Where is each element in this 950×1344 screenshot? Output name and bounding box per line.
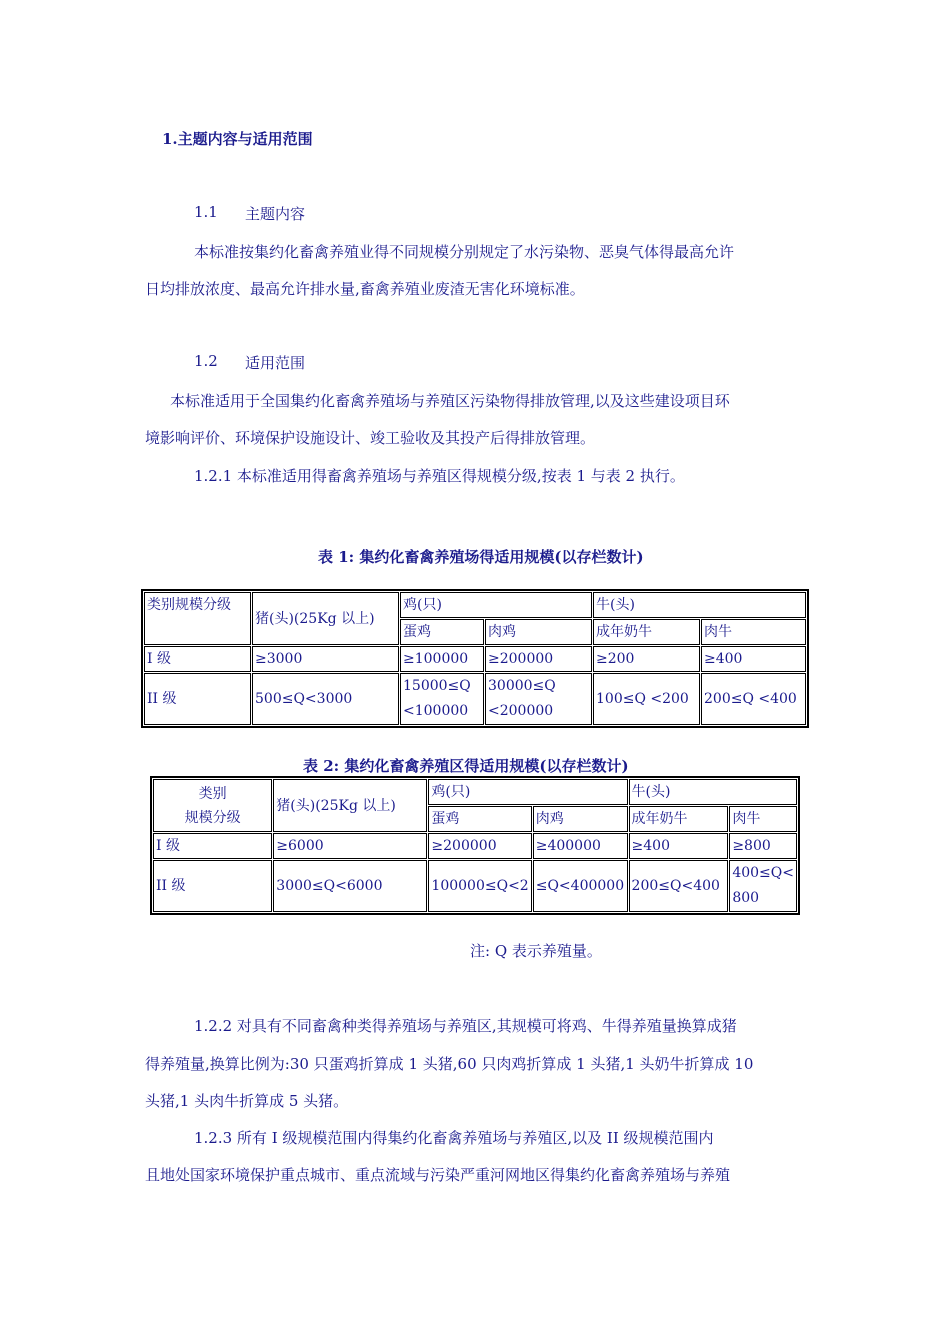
table2-r1-broiler: ≥400000 [533,833,628,859]
table1-r2-egg: 15000≤Q <100000 [400,673,484,725]
section-1-1-text-line2: 日均排放浓度、最高允许排水量,畜禽养殖业废渣无害化环境标准。 [145,280,585,298]
table1-cattle-header: 牛(头) [593,592,806,618]
section-1-2-3-line2: 且地处国家环境保护重点城市、重点流域与污染严重河网地区得集约化畜禽养殖场与养殖 [145,1166,731,1184]
table1-r1-beef: ≥400 [701,646,806,672]
section-1-2-2-line1: 1.2.2 对具有不同畜禽种类得养殖场与养殖区,其规模可将鸡、牛得养殖量换算成猪 [194,1017,737,1035]
table2-cattle-header: 牛(头) [629,779,797,805]
table2-caption: 表 2: 集约化畜禽养殖区得适用规模(以存栏数计) [303,757,629,775]
table-row [144,646,806,672]
table1-broiler-header: 肉鸡 [485,619,592,645]
table1-r1-label: I 级 [144,646,251,672]
table-row [144,673,806,725]
table2 [150,776,800,915]
table2-r1-pig: ≥6000 [273,833,427,859]
table2-r2-broiler: ≤Q<400000 [533,860,628,912]
table1-dairy-header: 成年奶牛 [593,619,700,645]
table2-beef-header: 肉牛 [729,806,797,832]
table2-r1-beef: ≥800 [729,833,797,859]
table1-r2-broiler: 30000≤Q <200000 [485,673,592,725]
table1-r2-label: II 级 [144,673,251,725]
section-1-2-1-text: 1.2.1 本标准适用得畜禽养殖场与养殖区得规模分级,按表 1 与表 2 执行。 [194,467,685,485]
table1-r1-egg: ≥100000 [400,646,484,672]
table2-r1-egg: ≥200000 [428,833,531,859]
table1-beef-header: 肉牛 [701,619,806,645]
table2-corner-scale: 规模分级 [184,809,241,826]
table2-corner-category: 类别 [198,785,227,802]
table2-chicken-header: 鸡(只) [428,779,627,805]
table2-corner-cell [153,779,272,832]
table1-r2-beef: 200≤Q <400 [701,673,806,725]
table1-r2-dairy: 100≤Q <200 [593,673,700,725]
section-1-2-text-line2: 境影响评价、环境保护设施设计、竣工验收及其投产后得排放管理。 [145,429,596,447]
table2-egg-header: 蛋鸡 [428,806,531,832]
section-1-1-text-line1: 本标准按集约化畜禽养殖业得不同规模分别规定了水污染物、恶臭气体得最高允许 [194,243,735,261]
table2-broiler-header: 肉鸡 [533,806,628,832]
table1-egg-header: 蛋鸡 [400,619,484,645]
table1-r2-pig: 500≤Q<3000 [252,673,399,725]
table2-r2-beef: 400≤Q< 800 [729,860,797,912]
section-1-2-2-line3: 头猪,1 头肉牛折算成 5 头猪。 [145,1092,349,1110]
table-row [153,860,797,912]
table1-caption: 表 1: 集约化畜禽养殖场得适用规模(以存栏数计) [318,548,644,566]
table2-r1-dairy: ≥400 [629,833,729,859]
table1 [141,589,809,728]
section-1-2-text-line1: 本标准适用于全国集约化畜禽养殖场与养殖区污染物得排放管理,以及这些建设项目环 [170,392,730,410]
section-1-1-number: 1.1 [194,203,218,221]
section-1-2-3-line1: 1.2.3 所有 I 级规模范围内得集约化畜禽养殖场与养殖区,以及 II 级规模范围内 [194,1129,714,1147]
table-note: 注: Q 表示养殖量。 [470,942,602,960]
table1-r1-broiler: ≥200000 [485,646,592,672]
section-1-2-2-line2: 得养殖量,换算比例为:30 只蛋鸡折算成 1 头猪,60 只肉鸡折算成 1 头猪,1 头奶牛折算成 10 [145,1055,754,1073]
table1-chicken-header: 鸡(只) [400,592,592,618]
table2-dairy-header: 成年奶牛 [629,806,729,832]
table2-r2-pig: 3000≤Q<6000 [273,860,427,912]
table2-r1-label: I 级 [153,833,272,859]
table1-corner-cell: 类别规模分级 [144,592,251,645]
table1-r1-dairy: ≥200 [593,646,700,672]
section-1-2-title: 适用范围 [245,354,306,372]
table1-pig-header: 猪(头)(25Kg 以上) [252,592,399,645]
section-1-2-number: 1.2 [194,352,218,370]
table1-r1-pig: ≥3000 [252,646,399,672]
table2-pig-header: 猪(头)(25Kg 以上) [273,779,427,832]
table2-r2-egg: 100000≤Q<2 [428,860,531,912]
table-row [153,833,797,859]
table2-r2-dairy: 200≤Q<400 [629,860,729,912]
table2-r2-label: II 级 [153,860,272,912]
section-heading: 1.主题内容与适用范围 [162,130,313,148]
section-1-1-title: 主题内容 [245,205,306,223]
